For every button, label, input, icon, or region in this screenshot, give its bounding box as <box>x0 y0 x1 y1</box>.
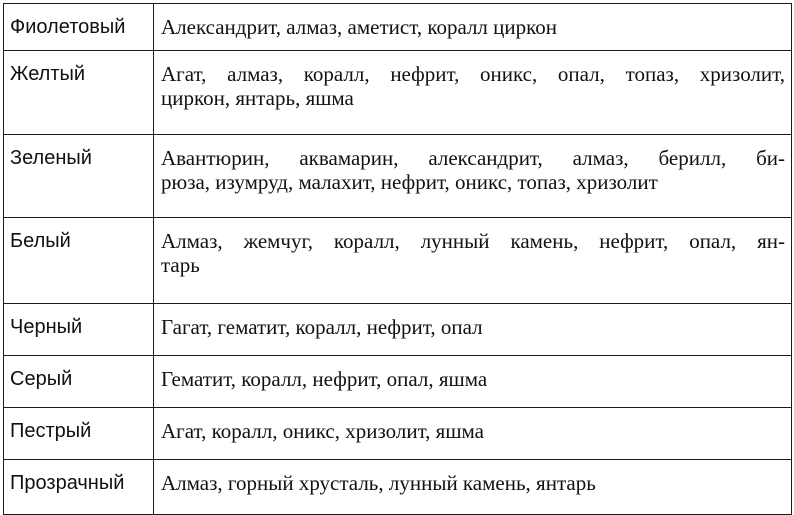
stones-line: Алмаз, жемчуг, коралл, лунный камень, нефрит, опал, ян- <box>161 229 785 253</box>
stones-list-cell <box>154 304 792 356</box>
stones-list-cell <box>154 408 792 460</box>
stones-list-cell <box>154 51 792 135</box>
table-row-yellow <box>4 51 792 135</box>
stones-line: Авантюрин, аквамарин, александрит, алмаз, берилл, би- <box>161 146 785 170</box>
table-row-white <box>4 218 792 304</box>
color-name-cell: Белый <box>4 218 154 304</box>
color-name-cell: Желтый <box>4 51 154 135</box>
table-row-green <box>4 135 792 218</box>
stones-list-cell <box>154 4 792 51</box>
color-name-cell: Прозрачный <box>4 460 154 515</box>
table-row-transparent <box>4 460 792 515</box>
color-name-cell: Серый <box>4 356 154 408</box>
table-row-black <box>4 304 792 356</box>
stones-line: рюза, изумруд, малахит, нефрит, оникс, топаз, хризолит <box>161 170 658 194</box>
table-row-violet <box>4 4 792 51</box>
stones-list-cell <box>154 135 792 218</box>
color-name-cell: Фиолетовый <box>4 4 154 51</box>
stones-list-cell <box>154 460 792 515</box>
stones-line: Гагат, гематит, коралл, нефрит, опал <box>161 315 483 339</box>
stones-list-cell <box>154 218 792 304</box>
color-name-cell: Черный <box>4 304 154 356</box>
gemstone-color-table <box>3 3 792 515</box>
stones-line: Алмаз, горный хрусталь, лунный камень, янтарь <box>161 471 596 495</box>
stones-line: циркон, янтарь, яшма <box>161 86 354 110</box>
table-row-grey <box>4 356 792 408</box>
stones-line: тарь <box>161 253 200 277</box>
color-name-cell: Зеленый <box>4 135 154 218</box>
stones-line: Агат, алмаз, коралл, нефрит, оникс, опал, топаз, хризолит, <box>161 62 785 86</box>
stones-line: Александрит, алмаз, аметист, коралл циркон <box>161 15 558 39</box>
stones-list-cell <box>154 356 792 408</box>
color-name-cell: Пестрый <box>4 408 154 460</box>
table-row-motley <box>4 408 792 460</box>
stones-line: Агат, коралл, оникс, хризолит, яшма <box>161 419 484 443</box>
stones-line: Гематит, коралл, нефрит, опал, яшма <box>161 367 488 391</box>
table-body <box>4 4 792 515</box>
